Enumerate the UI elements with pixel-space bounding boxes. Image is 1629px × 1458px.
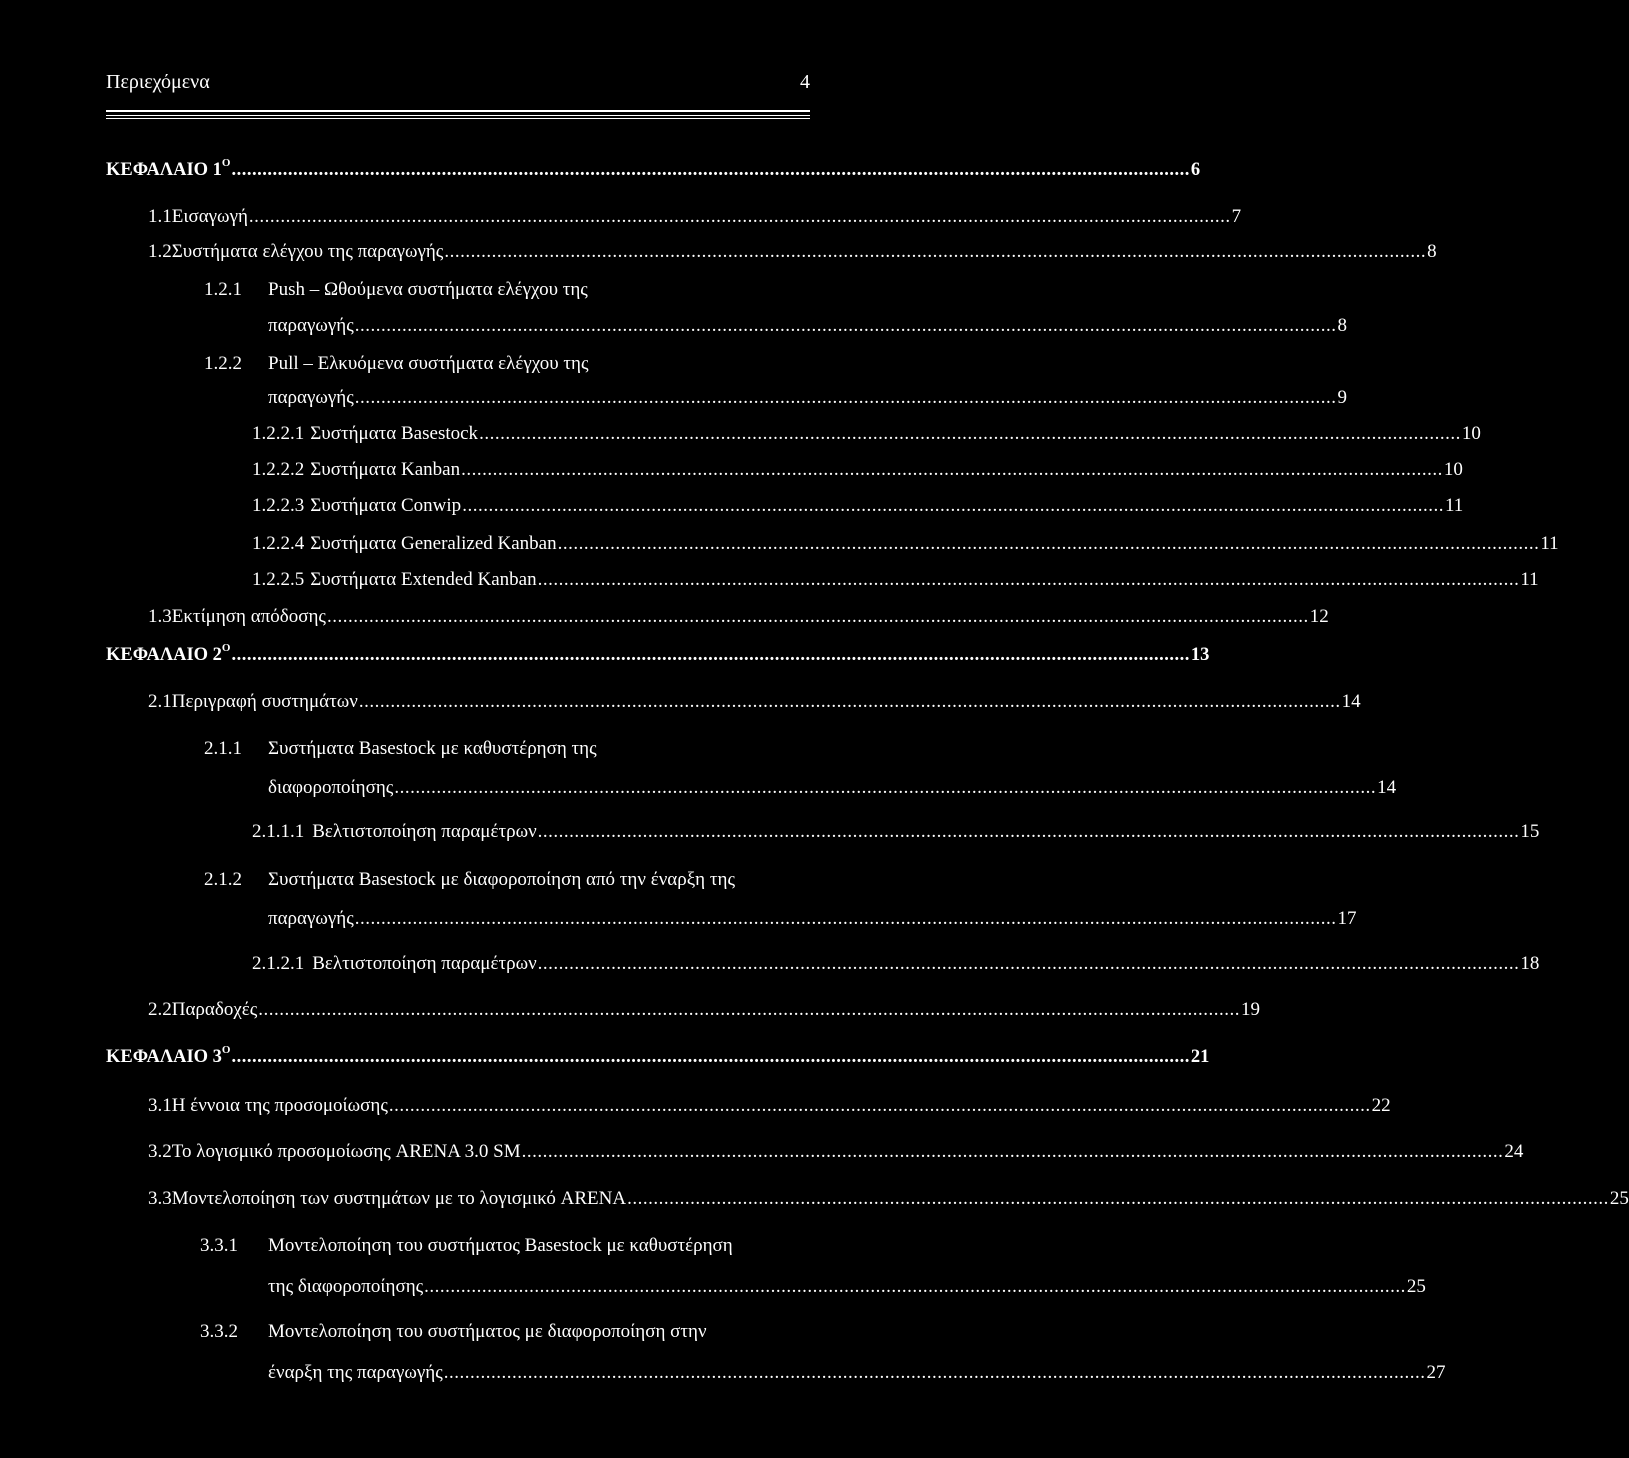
toc-entry-title: Συστήματα Generalized Kanban	[310, 533, 557, 554]
toc-page-number: 15	[1520, 821, 1540, 842]
toc-page-number: 10	[1461, 423, 1481, 444]
toc-page-number: 10	[1443, 459, 1463, 480]
toc-entry-number: 1.2.2.5	[252, 569, 305, 590]
toc-leader: ...........................................................................................................................................................................................	[388, 1095, 1371, 1116]
toc-entry-2-1-1-cont[interactable]	[268, 774, 1397, 802]
toc-entry-3-3-1[interactable]	[200, 1232, 733, 1260]
toc-leader: ...........................................................................................................................................................................................	[461, 459, 1443, 480]
toc-entry-1-3[interactable]	[148, 603, 1329, 631]
toc-entry-number: 2.1	[148, 691, 172, 712]
toc-entry-number: 2.1.1	[204, 738, 242, 759]
toc-entry-number: 1.2.2.4	[252, 533, 305, 554]
toc-entry-2-1-2[interactable]	[204, 866, 735, 894]
toc-entry-number: 3.3	[148, 1188, 172, 1209]
toc-leader: ...........................................................................................................................................................................................	[462, 495, 1444, 516]
page-header	[106, 68, 810, 96]
toc-leader: ...........................................................................................................................................................................................	[394, 777, 1377, 798]
toc-entry-title-cont: της διαφοροποίησης	[268, 1276, 424, 1297]
toc-page-number: 6	[1190, 160, 1201, 180]
toc-entry-number: 1.1	[148, 206, 172, 227]
toc-entry-number: 2.1.2.1	[252, 953, 305, 974]
toc-entry-title: Push – Ωθούμενα συστήματα ελέγχου της	[268, 279, 588, 300]
toc-leader: ...........................................................................................................................................................................................	[444, 241, 1427, 262]
toc-entry-number: 3.3.2	[200, 1321, 238, 1342]
toc-entry-number: 1.2.2.1	[252, 423, 305, 444]
toc-page-number: 24	[1504, 1141, 1524, 1162]
toc-leader: ...........................................................................................................................................................................................	[354, 387, 1337, 408]
toc-entry-number: 2.1.1.1	[252, 821, 305, 842]
toc-entry-number: 1.2	[148, 241, 172, 262]
toc-entry-title: Συστήματα Extended Kanban	[310, 569, 537, 590]
toc-entry-3-1[interactable]	[148, 1092, 1391, 1120]
toc-entry-title: Pull – Ελκυόμενα συστήματα ελέγχου της	[268, 353, 589, 374]
toc-leader: ...........................................................................................................................................................................................	[231, 1047, 1190, 1067]
toc-entry-title-cont: διαφοροποίησης	[268, 777, 394, 798]
toc-entry-title: Βελτιστοποίηση παραμέτρων	[312, 953, 537, 974]
toc-leader: ...........................................................................................................................................................................................	[354, 315, 1337, 336]
toc-entry-1-2-1[interactable]	[204, 276, 588, 304]
toc-entry-title: Το λογισμικό προσομοίωσης ARENA 3.0 SM	[171, 1141, 521, 1162]
toc-page-number: 8	[1337, 315, 1347, 336]
toc-entry-2-2[interactable]	[148, 996, 1260, 1024]
toc-page-number: 11	[1520, 569, 1539, 590]
toc-page-number: 11	[1540, 533, 1559, 554]
toc-entry-1-2-1-cont[interactable]	[268, 312, 1347, 340]
toc-entry-number: 3.1	[148, 1095, 172, 1116]
toc-entry-1-2-2-4[interactable]	[252, 530, 1559, 558]
toc-entry-number: 1.2.2.2	[252, 459, 305, 480]
toc-leader: ...........................................................................................................................................................................................	[248, 206, 1231, 227]
toc-page-number: 8	[1427, 241, 1437, 262]
toc-entry-title-cont: παραγωγής	[268, 315, 354, 336]
toc-leader: ...........................................................................................................................................................................................	[231, 645, 1190, 665]
toc-chapter-2[interactable]	[106, 641, 1210, 669]
toc-entry-title: Μοντελοποίηση των συστημάτων με το λογισμικό ARENA	[171, 1188, 627, 1209]
toc-leader: ...........................................................................................................................................................................................	[326, 606, 1309, 627]
toc-entry-3-3-1-cont[interactable]	[268, 1273, 1426, 1301]
toc-entry-title-cont: παραγωγής	[268, 908, 354, 929]
toc-entry-1-2-2-1[interactable]	[252, 420, 1481, 448]
toc-entry-2-1-2-1[interactable]	[252, 950, 1540, 978]
toc-entry-title: Συστήματα Basestock με καθυστέρηση της	[268, 738, 597, 759]
toc-page-number: 7	[1231, 206, 1242, 227]
toc-entry-title: Βελτιστοποίηση παραμέτρων	[312, 821, 537, 842]
toc-leader: ...........................................................................................................................................................................................	[557, 533, 1540, 554]
toc-entry-title: Εισαγωγή	[171, 206, 248, 227]
toc-entry-2-1-2-cont[interactable]	[268, 905, 1357, 933]
toc-entry-3-2[interactable]	[148, 1138, 1524, 1166]
toc-entry-1-2-2[interactable]	[204, 350, 589, 378]
toc-page-number: 21	[1190, 1047, 1210, 1067]
toc-chapter-3[interactable]	[106, 1043, 1210, 1071]
toc-page-number: 12	[1309, 606, 1329, 627]
toc-entry-title: Παραδοχές	[171, 999, 258, 1020]
toc-page-number: 18	[1520, 953, 1540, 974]
toc-page-number: 22	[1371, 1095, 1391, 1116]
header-title: Περιεχόμενα	[106, 71, 210, 93]
toc-entry-3-3-2-cont[interactable]	[268, 1359, 1446, 1387]
toc-page-number: 11	[1444, 495, 1464, 516]
toc-leader: ...........................................................................................................................................................................................	[627, 1188, 1609, 1209]
toc-page-number: 9	[1337, 387, 1347, 408]
toc-leader: ...........................................................................................................................................................................................	[424, 1276, 1406, 1297]
toc-page-number: 19	[1241, 999, 1260, 1020]
toc-leader: ...........................................................................................................................................................................................	[537, 569, 1520, 590]
toc-page-number: 13	[1190, 645, 1210, 665]
toc-page-number: 25	[1609, 1188, 1629, 1209]
toc-entry-1-2-2-5[interactable]	[252, 566, 1539, 594]
toc-entry-title: Συστήματα Conwip	[310, 495, 462, 516]
toc-page-number: 17	[1337, 908, 1357, 929]
toc-entry-1-2-2-3[interactable]	[252, 492, 1464, 520]
header-rule	[106, 115, 810, 116]
header-rule	[106, 118, 810, 119]
toc-entry-number: 1.2.1	[204, 279, 242, 300]
toc-leader: ...........................................................................................................................................................................................	[258, 999, 1240, 1020]
toc-page-number: 27	[1426, 1362, 1446, 1383]
toc-entry-number: 1.2.2.3	[252, 495, 305, 516]
toc-chapter-label: ΚΕΦΑΛΑΙΟ $3^O$	[106, 1044, 231, 1067]
toc-entry-2-1-1[interactable]	[204, 735, 597, 763]
toc-leader: ...........................................................................................................................................................................................	[443, 1362, 1426, 1383]
toc-chapter-label: ΚΕΦΑΛΑΙΟ $2^O$	[106, 642, 231, 665]
toc-entry-title-cont: έναρξη της παραγωγής	[268, 1362, 443, 1383]
toc-entry-title-cont: παραγωγής	[268, 387, 354, 408]
toc-entry-title: Περιγραφή συστημάτων	[171, 691, 358, 712]
toc-entry-title: Μοντελοποίηση του συστήματος Basestock με καθυστέρηση	[268, 1235, 733, 1256]
toc-page-number: 14	[1377, 777, 1397, 798]
toc-chapter-label: ΚΕΦΑΛΑΙΟ $1^O$	[106, 157, 231, 180]
toc-entry-title: Συστήματα ελέγχου της παραγωγής	[171, 241, 444, 262]
toc-entry-title: Συστήματα Basestock	[310, 423, 479, 444]
toc-entry-title: Μοντελοποίηση του συστήματος με διαφοροποίηση στην	[268, 1321, 707, 1342]
toc-entry-1-2-2-cont[interactable]	[268, 384, 1347, 412]
toc-entry-number: 3.2	[148, 1141, 172, 1162]
toc-entry-title: Η έννοια της προσομοίωσης	[171, 1095, 388, 1116]
toc-leader: ...........................................................................................................................................................................................	[537, 821, 1520, 842]
header-page-number: 4	[800, 71, 810, 93]
toc-entry-title: Εκτίμηση απόδοσης	[171, 606, 326, 627]
toc-leader: ...........................................................................................................................................................................................	[231, 160, 1190, 180]
toc-entry-3-3[interactable]	[148, 1185, 1629, 1213]
toc-leader: ...........................................................................................................................................................................................	[479, 423, 1461, 444]
toc-entry-2-1[interactable]	[148, 688, 1361, 716]
toc-entry-2-1-1-1[interactable]	[252, 818, 1540, 846]
toc-entry-title: Συστήματα Basestock με διαφοροποίηση από την έναρξη της	[268, 869, 735, 890]
toc-entry-1-1[interactable]	[148, 203, 1242, 231]
toc-leader: ...........................................................................................................................................................................................	[521, 1141, 1504, 1162]
toc-entry-3-3-2[interactable]	[200, 1318, 707, 1346]
toc-page-number: 14	[1341, 691, 1361, 712]
toc-leader: ...........................................................................................................................................................................................	[537, 953, 1520, 974]
toc-entry-number: 1.3	[148, 606, 172, 627]
toc-leader: ...........................................................................................................................................................................................	[354, 908, 1337, 929]
toc-leader: ...........................................................................................................................................................................................	[358, 691, 1341, 712]
toc-entry-number: 3.3.1	[200, 1235, 238, 1256]
toc-chapter-1[interactable]	[106, 156, 1201, 184]
toc-page-number: 25	[1406, 1276, 1426, 1297]
toc-entry-1-2-2-2[interactable]	[252, 456, 1463, 484]
toc-entry-number: 1.2.2	[204, 353, 242, 374]
toc-entry-title: Συστήματα Kanban	[310, 459, 461, 480]
header-rule	[106, 110, 810, 112]
toc-entry-number: 2.2	[148, 999, 172, 1020]
toc-entry-1-2[interactable]	[148, 238, 1437, 266]
toc-entry-number: 2.1.2	[204, 869, 242, 890]
